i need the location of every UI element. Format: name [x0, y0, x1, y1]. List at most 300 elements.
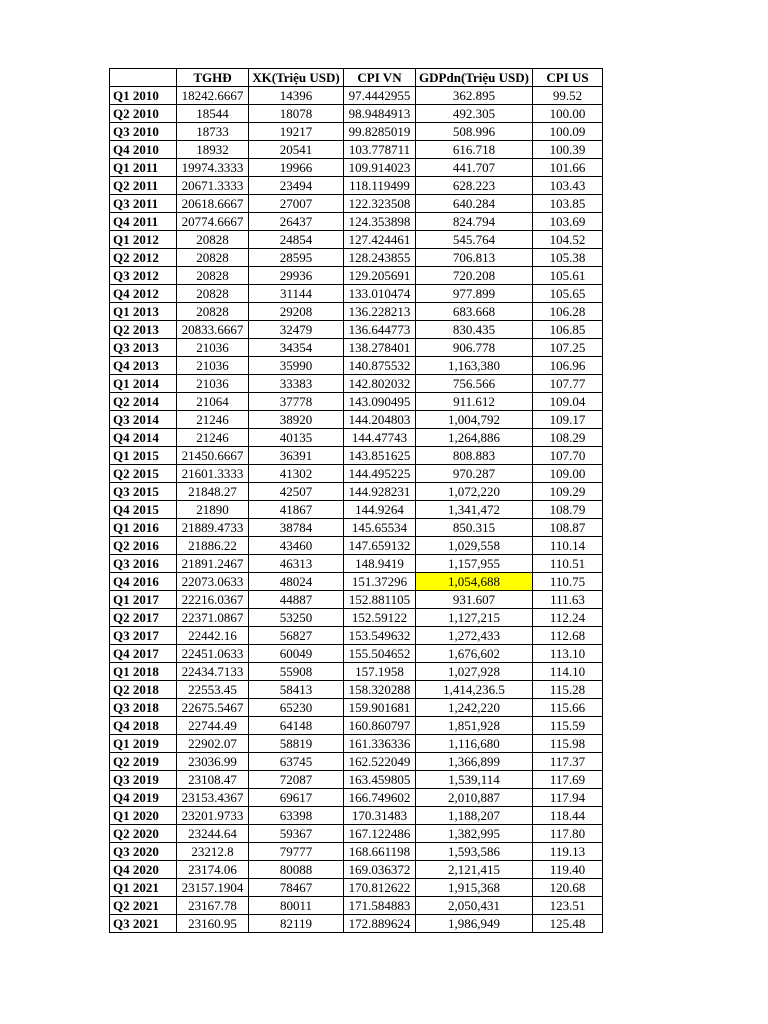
- header-cell-cpi-vn[interactable]: CPI VN: [344, 69, 416, 87]
- cell-xk[interactable]: 64148: [249, 717, 344, 735]
- cell-period[interactable]: Q2 2014: [110, 393, 177, 411]
- cell-cpi-vn[interactable]: 170.31483: [344, 807, 416, 825]
- cell-gdpdn[interactable]: 1,116,680: [416, 735, 533, 753]
- cell-period[interactable]: Q3 2011: [110, 195, 177, 213]
- cell-tghd[interactable]: 23036.99: [177, 753, 249, 771]
- cell-cpi-us[interactable]: 108.29: [533, 429, 603, 447]
- cell-gdpdn[interactable]: 1,188,207: [416, 807, 533, 825]
- cell-cpi-us[interactable]: 104.52: [533, 231, 603, 249]
- cell-xk[interactable]: 37778: [249, 393, 344, 411]
- cell-period[interactable]: Q3 2017: [110, 627, 177, 645]
- cell-xk[interactable]: 59367: [249, 825, 344, 843]
- cell-tghd[interactable]: 21064: [177, 393, 249, 411]
- cell-xk[interactable]: 65230: [249, 699, 344, 717]
- cell-xk[interactable]: 18078: [249, 105, 344, 123]
- cell-period[interactable]: Q1 2014: [110, 375, 177, 393]
- cell-xk[interactable]: 29936: [249, 267, 344, 285]
- cell-xk[interactable]: 35990: [249, 357, 344, 375]
- cell-cpi-vn[interactable]: 167.122486: [344, 825, 416, 843]
- cell-cpi-vn[interactable]: 145.65534: [344, 519, 416, 537]
- header-row: [110, 69, 603, 87]
- cell-cpi-us[interactable]: 103.43: [533, 177, 603, 195]
- cell-cpi-vn[interactable]: 163.459805: [344, 771, 416, 789]
- cell-gdpdn[interactable]: 1,593,586: [416, 843, 533, 861]
- header-cell-xk[interactable]: XK(Triệu USD): [249, 69, 344, 87]
- cell-cpi-vn[interactable]: 148.9419: [344, 555, 416, 573]
- cell-period[interactable]: Q3 2013: [110, 339, 177, 357]
- cell-cpi-us[interactable]: 111.63: [533, 591, 603, 609]
- cell-cpi-us[interactable]: 106.85: [533, 321, 603, 339]
- table-row: [110, 105, 603, 123]
- cell-cpi-us[interactable]: 110.14: [533, 537, 603, 555]
- cell-gdpdn[interactable]: 441.707: [416, 159, 533, 177]
- cell-cpi-vn[interactable]: 109.914023: [344, 159, 416, 177]
- cell-period[interactable]: Q2 2013: [110, 321, 177, 339]
- cell-cpi-us[interactable]: 101.66: [533, 159, 603, 177]
- cell-gdpdn[interactable]: 970.287: [416, 465, 533, 483]
- cell-xk[interactable]: 80011: [249, 897, 344, 915]
- cell-period[interactable]: Q3 2016: [110, 555, 177, 573]
- cell-xk[interactable]: 34354: [249, 339, 344, 357]
- cell-tghd[interactable]: 23201.9733: [177, 807, 249, 825]
- cell-period[interactable]: Q2 2010: [110, 105, 177, 123]
- cell-cpi-us[interactable]: 112.68: [533, 627, 603, 645]
- cell-tghd[interactable]: 21891.2467: [177, 555, 249, 573]
- cell-xk[interactable]: 20541: [249, 141, 344, 159]
- cell-tghd[interactable]: 20828: [177, 249, 249, 267]
- cell-xk[interactable]: 53250: [249, 609, 344, 627]
- cell-cpi-us[interactable]: 114.10: [533, 663, 603, 681]
- cell-cpi-us[interactable]: 106.28: [533, 303, 603, 321]
- table-row: [110, 609, 603, 627]
- cell-cpi-us[interactable]: 109.04: [533, 393, 603, 411]
- cell-cpi-us[interactable]: 118.44: [533, 807, 603, 825]
- cell-cpi-vn[interactable]: 143.090495: [344, 393, 416, 411]
- cell-gdpdn[interactable]: 492.305: [416, 105, 533, 123]
- cell-tghd[interactable]: 23244.64: [177, 825, 249, 843]
- cell-xk[interactable]: 72087: [249, 771, 344, 789]
- cell-cpi-vn[interactable]: 169.036372: [344, 861, 416, 879]
- cell-cpi-vn[interactable]: 161.336336: [344, 735, 416, 753]
- cell-cpi-us[interactable]: 115.28: [533, 681, 603, 699]
- cell-cpi-us[interactable]: 105.38: [533, 249, 603, 267]
- cell-gdpdn[interactable]: 1,851,928: [416, 717, 533, 735]
- cell-gdpdn[interactable]: 1,029,558: [416, 537, 533, 555]
- cell-cpi-vn[interactable]: 138.278401: [344, 339, 416, 357]
- table-row: [110, 879, 603, 897]
- cell-period[interactable]: Q4 2010: [110, 141, 177, 159]
- cell-tghd[interactable]: 18544: [177, 105, 249, 123]
- cell-xk[interactable]: 43460: [249, 537, 344, 555]
- cell-gdpdn[interactable]: 1,127,215: [416, 609, 533, 627]
- cell-xk[interactable]: 58413: [249, 681, 344, 699]
- cell-tghd[interactable]: 20828: [177, 303, 249, 321]
- cell-cpi-vn[interactable]: 98.9484913: [344, 105, 416, 123]
- table-row: [110, 195, 603, 213]
- cell-gdpdn[interactable]: 1,414,236.5: [416, 681, 533, 699]
- cell-cpi-us[interactable]: 109.17: [533, 411, 603, 429]
- cell-cpi-vn[interactable]: 170.812622: [344, 879, 416, 897]
- cell-xk[interactable]: 19966: [249, 159, 344, 177]
- table-row: [110, 177, 603, 195]
- cell-period[interactable]: Q4 2019: [110, 789, 177, 807]
- cell-cpi-vn[interactable]: 159.901681: [344, 699, 416, 717]
- cell-xk[interactable]: 40135: [249, 429, 344, 447]
- cell-cpi-vn[interactable]: 144.47743: [344, 429, 416, 447]
- cell-gdpdn[interactable]: 706.813: [416, 249, 533, 267]
- cell-xk[interactable]: 60049: [249, 645, 344, 663]
- cell-xk[interactable]: 79777: [249, 843, 344, 861]
- cell-period[interactable]: Q1 2015: [110, 447, 177, 465]
- cell-gdpdn[interactable]: 1,272,433: [416, 627, 533, 645]
- cell-cpi-us[interactable]: 103.85: [533, 195, 603, 213]
- cell-period[interactable]: Q3 2012: [110, 267, 177, 285]
- cell-tghd[interactable]: 23108.47: [177, 771, 249, 789]
- cell-xk[interactable]: 69617: [249, 789, 344, 807]
- cell-gdpdn[interactable]: 508.996: [416, 123, 533, 141]
- cell-tghd[interactable]: 22675.5467: [177, 699, 249, 717]
- cell-cpi-vn[interactable]: 143.851625: [344, 447, 416, 465]
- cell-cpi-us[interactable]: 123.51: [533, 897, 603, 915]
- cell-gdpdn[interactable]: 362.895: [416, 87, 533, 105]
- cell-tghd[interactable]: 21450.6667: [177, 447, 249, 465]
- cell-cpi-us[interactable]: 110.75: [533, 573, 603, 591]
- cell-tghd[interactable]: 22371.0867: [177, 609, 249, 627]
- cell-period[interactable]: Q1 2020: [110, 807, 177, 825]
- cell-gdpdn[interactable]: 1,004,792: [416, 411, 533, 429]
- cell-cpi-us[interactable]: 107.25: [533, 339, 603, 357]
- cell-xk[interactable]: 33383: [249, 375, 344, 393]
- cell-gdpdn[interactable]: 720.208: [416, 267, 533, 285]
- cell-tghd[interactable]: 21889.4733: [177, 519, 249, 537]
- cell-gdpdn[interactable]: 1,676,602: [416, 645, 533, 663]
- cell-xk[interactable]: 36391: [249, 447, 344, 465]
- cell-gdpdn[interactable]: 1,366,899: [416, 753, 533, 771]
- cell-cpi-vn[interactable]: 122.323508: [344, 195, 416, 213]
- cell-tghd[interactable]: 21246: [177, 429, 249, 447]
- cell-gdpdn[interactable]: 545.764: [416, 231, 533, 249]
- cell-period[interactable]: Q1 2013: [110, 303, 177, 321]
- cell-cpi-us[interactable]: 109.00: [533, 465, 603, 483]
- cell-period[interactable]: Q1 2021: [110, 879, 177, 897]
- cell-xk[interactable]: 42507: [249, 483, 344, 501]
- cell-tghd[interactable]: 23153.4367: [177, 789, 249, 807]
- cell-period[interactable]: Q1 2010: [110, 87, 177, 105]
- table-row: [110, 573, 603, 591]
- cell-cpi-us[interactable]: 100.00: [533, 105, 603, 123]
- cell-xk[interactable]: 56827: [249, 627, 344, 645]
- cell-xk[interactable]: 41867: [249, 501, 344, 519]
- cell-tghd[interactable]: 18242.6667: [177, 87, 249, 105]
- cell-gdpdn[interactable]: 1,242,220: [416, 699, 533, 717]
- cell-cpi-us[interactable]: 105.61: [533, 267, 603, 285]
- cell-period[interactable]: Q3 2015: [110, 483, 177, 501]
- cell-period[interactable]: Q4 2014: [110, 429, 177, 447]
- cell-xk[interactable]: 28595: [249, 249, 344, 267]
- cell-period[interactable]: Q4 2018: [110, 717, 177, 735]
- cell-gdpdn[interactable]: 1,157,955: [416, 555, 533, 573]
- cell-gdpdn[interactable]: 1,539,114: [416, 771, 533, 789]
- cell-period[interactable]: Q4 2017: [110, 645, 177, 663]
- cell-tghd[interactable]: 20828: [177, 231, 249, 249]
- cell-cpi-vn[interactable]: 162.522049: [344, 753, 416, 771]
- cell-tghd[interactable]: 18932: [177, 141, 249, 159]
- cell-period[interactable]: Q4 2020: [110, 861, 177, 879]
- cell-xk[interactable]: 38920: [249, 411, 344, 429]
- cell-gdpdn[interactable]: 2,121,415: [416, 861, 533, 879]
- cell-tghd[interactable]: 22451.0633: [177, 645, 249, 663]
- cell-period[interactable]: Q1 2019: [110, 735, 177, 753]
- cell-tghd[interactable]: 22073.0633: [177, 573, 249, 591]
- cell-xk[interactable]: 63745: [249, 753, 344, 771]
- cell-gdpdn[interactable]: 850.315: [416, 519, 533, 537]
- cell-cpi-us[interactable]: 108.79: [533, 501, 603, 519]
- cell-cpi-us[interactable]: 107.70: [533, 447, 603, 465]
- cell-cpi-vn[interactable]: 168.661198: [344, 843, 416, 861]
- cell-cpi-vn[interactable]: 136.644773: [344, 321, 416, 339]
- cell-cpi-us[interactable]: 99.52: [533, 87, 603, 105]
- cell-period[interactable]: Q2 2020: [110, 825, 177, 843]
- cell-xk[interactable]: 55908: [249, 663, 344, 681]
- cell-tghd[interactable]: 21036: [177, 357, 249, 375]
- cell-cpi-vn[interactable]: 133.010474: [344, 285, 416, 303]
- cell-gdpdn[interactable]: 911.612: [416, 393, 533, 411]
- table-row: [110, 717, 603, 735]
- cell-period[interactable]: Q3 2021: [110, 915, 177, 933]
- cell-cpi-us[interactable]: 100.09: [533, 123, 603, 141]
- cell-period[interactable]: Q2 2016: [110, 537, 177, 555]
- cell-tghd[interactable]: 21036: [177, 339, 249, 357]
- cell-tghd[interactable]: 21848.27: [177, 483, 249, 501]
- cell-gdpdn[interactable]: 931.607: [416, 591, 533, 609]
- cell-period[interactable]: Q2 2015: [110, 465, 177, 483]
- cell-period[interactable]: Q2 2017: [110, 609, 177, 627]
- cell-tghd[interactable]: 20671.3333: [177, 177, 249, 195]
- cell-cpi-vn[interactable]: 142.802032: [344, 375, 416, 393]
- cell-tghd[interactable]: 22434.7133: [177, 663, 249, 681]
- cell-cpi-vn[interactable]: 144.928231: [344, 483, 416, 501]
- cell-xk[interactable]: 58819: [249, 735, 344, 753]
- cell-xk[interactable]: 38784: [249, 519, 344, 537]
- cell-gdpdn[interactable]: 1,054,688: [416, 573, 533, 591]
- cell-xk[interactable]: 44887: [249, 591, 344, 609]
- cell-period[interactable]: Q2 2019: [110, 753, 177, 771]
- cell-tghd[interactable]: 23160.95: [177, 915, 249, 933]
- cell-gdpdn[interactable]: 1,382,995: [416, 825, 533, 843]
- cell-cpi-vn[interactable]: 124.353898: [344, 213, 416, 231]
- cell-cpi-us[interactable]: 115.59: [533, 717, 603, 735]
- cell-gdpdn[interactable]: 977.899: [416, 285, 533, 303]
- cell-gdpdn[interactable]: 2,050,431: [416, 897, 533, 915]
- cell-cpi-vn[interactable]: 153.549632: [344, 627, 416, 645]
- cell-xk[interactable]: 32479: [249, 321, 344, 339]
- cell-tghd[interactable]: 20833.6667: [177, 321, 249, 339]
- cell-gdpdn[interactable]: 640.284: [416, 195, 533, 213]
- cell-cpi-us[interactable]: 119.13: [533, 843, 603, 861]
- cell-period[interactable]: Q3 2018: [110, 699, 177, 717]
- cell-period[interactable]: Q3 2019: [110, 771, 177, 789]
- cell-gdpdn[interactable]: 808.883: [416, 447, 533, 465]
- cell-period[interactable]: Q1 2017: [110, 591, 177, 609]
- cell-tghd[interactable]: 19974.3333: [177, 159, 249, 177]
- cell-cpi-vn[interactable]: 160.860797: [344, 717, 416, 735]
- cell-tghd[interactable]: 22744.49: [177, 717, 249, 735]
- cell-cpi-us[interactable]: 103.69: [533, 213, 603, 231]
- cell-tghd[interactable]: 23157.1904: [177, 879, 249, 897]
- cell-cpi-vn[interactable]: 128.243855: [344, 249, 416, 267]
- cell-cpi-vn[interactable]: 97.4442955: [344, 87, 416, 105]
- cell-cpi-us[interactable]: 100.39: [533, 141, 603, 159]
- cell-gdpdn[interactable]: 628.223: [416, 177, 533, 195]
- cell-tghd[interactable]: 21036: [177, 375, 249, 393]
- cell-cpi-vn[interactable]: 99.8285019: [344, 123, 416, 141]
- cell-xk[interactable]: 14396: [249, 87, 344, 105]
- cell-cpi-us[interactable]: 117.94: [533, 789, 603, 807]
- cell-cpi-us[interactable]: 120.68: [533, 879, 603, 897]
- cell-cpi-us[interactable]: 108.87: [533, 519, 603, 537]
- cell-gdpdn[interactable]: 683.668: [416, 303, 533, 321]
- header-cell-cpi-us[interactable]: CPI US: [533, 69, 603, 87]
- cell-tghd[interactable]: 23212.8: [177, 843, 249, 861]
- cell-cpi-vn[interactable]: 155.504652: [344, 645, 416, 663]
- cell-gdpdn[interactable]: 906.778: [416, 339, 533, 357]
- cell-period[interactable]: Q1 2012: [110, 231, 177, 249]
- cell-cpi-us[interactable]: 125.48: [533, 915, 603, 933]
- cell-cpi-us[interactable]: 119.40: [533, 861, 603, 879]
- cell-xk[interactable]: 23494: [249, 177, 344, 195]
- cell-gdpdn[interactable]: 1,341,472: [416, 501, 533, 519]
- cell-xk[interactable]: 46313: [249, 555, 344, 573]
- cell-period[interactable]: Q3 2014: [110, 411, 177, 429]
- cell-tghd[interactable]: 21890: [177, 501, 249, 519]
- cell-cpi-vn[interactable]: 152.881105: [344, 591, 416, 609]
- data-table: [109, 68, 603, 933]
- cell-cpi-us[interactable]: 112.24: [533, 609, 603, 627]
- cell-period[interactable]: Q3 2010: [110, 123, 177, 141]
- cell-tghd[interactable]: 20828: [177, 267, 249, 285]
- cell-xk[interactable]: 31144: [249, 285, 344, 303]
- cell-xk[interactable]: 29208: [249, 303, 344, 321]
- cell-tghd[interactable]: 21246: [177, 411, 249, 429]
- cell-period[interactable]: Q4 2011: [110, 213, 177, 231]
- cell-period[interactable]: Q2 2018: [110, 681, 177, 699]
- table-row: [110, 465, 603, 483]
- cell-period[interactable]: Q3 2020: [110, 843, 177, 861]
- cell-gdpdn[interactable]: 1,027,928: [416, 663, 533, 681]
- cell-period[interactable]: Q4 2015: [110, 501, 177, 519]
- cell-cpi-vn[interactable]: 118.119499: [344, 177, 416, 195]
- header-cell-gdpdn[interactable]: GDPdn(Triệu USD): [416, 69, 533, 87]
- cell-period[interactable]: Q4 2012: [110, 285, 177, 303]
- header-cell-tghd[interactable]: TGHĐ: [177, 69, 249, 87]
- cell-xk[interactable]: 27007: [249, 195, 344, 213]
- cell-cpi-vn[interactable]: 129.205691: [344, 267, 416, 285]
- cell-tghd[interactable]: 22902.07: [177, 735, 249, 753]
- cell-tghd[interactable]: 20774.6667: [177, 213, 249, 231]
- cell-cpi-us[interactable]: 115.66: [533, 699, 603, 717]
- cell-cpi-vn[interactable]: 127.424461: [344, 231, 416, 249]
- cell-period[interactable]: Q2 2012: [110, 249, 177, 267]
- cell-cpi-vn[interactable]: 144.204803: [344, 411, 416, 429]
- cell-cpi-us[interactable]: 105.65: [533, 285, 603, 303]
- cell-period[interactable]: Q1 2016: [110, 519, 177, 537]
- cell-period[interactable]: Q1 2011: [110, 159, 177, 177]
- cell-cpi-us[interactable]: 109.29: [533, 483, 603, 501]
- cell-cpi-us[interactable]: 106.96: [533, 357, 603, 375]
- cell-cpi-vn[interactable]: 147.659132: [344, 537, 416, 555]
- cell-cpi-us[interactable]: 110.51: [533, 555, 603, 573]
- cell-tghd[interactable]: 22553.45: [177, 681, 249, 699]
- cell-cpi-vn[interactable]: 172.889624: [344, 915, 416, 933]
- cell-gdpdn[interactable]: 756.566: [416, 375, 533, 393]
- cell-cpi-vn[interactable]: 171.584883: [344, 897, 416, 915]
- cell-gdpdn[interactable]: 824.794: [416, 213, 533, 231]
- cell-tghd[interactable]: 23174.06: [177, 861, 249, 879]
- cell-gdpdn[interactable]: 1,986,949: [416, 915, 533, 933]
- cell-period[interactable]: Q2 2011: [110, 177, 177, 195]
- cell-tghd[interactable]: 20618.6667: [177, 195, 249, 213]
- cell-tghd[interactable]: 20828: [177, 285, 249, 303]
- cell-gdpdn[interactable]: 1,163,380: [416, 357, 533, 375]
- cell-period[interactable]: Q4 2016: [110, 573, 177, 591]
- cell-xk[interactable]: 78467: [249, 879, 344, 897]
- cell-cpi-vn[interactable]: 144.495225: [344, 465, 416, 483]
- cell-tghd[interactable]: 21886.22: [177, 537, 249, 555]
- cell-cpi-vn[interactable]: 151.37296: [344, 573, 416, 591]
- cell-cpi-us[interactable]: 113.10: [533, 645, 603, 663]
- table-row: [110, 303, 603, 321]
- cell-cpi-us[interactable]: 117.37: [533, 753, 603, 771]
- cell-period[interactable]: Q4 2013: [110, 357, 177, 375]
- cell-cpi-vn[interactable]: 136.228213: [344, 303, 416, 321]
- cell-cpi-vn[interactable]: 166.749602: [344, 789, 416, 807]
- cell-tghd[interactable]: 18733: [177, 123, 249, 141]
- cell-tghd[interactable]: 23167.78: [177, 897, 249, 915]
- cell-gdpdn[interactable]: 2,010,887: [416, 789, 533, 807]
- cell-cpi-vn[interactable]: 103.778711: [344, 141, 416, 159]
- cell-xk[interactable]: 24854: [249, 231, 344, 249]
- cell-cpi-us[interactable]: 117.80: [533, 825, 603, 843]
- cell-period[interactable]: Q1 2018: [110, 663, 177, 681]
- cell-cpi-vn[interactable]: 158.320288: [344, 681, 416, 699]
- cell-cpi-vn[interactable]: 157.1958: [344, 663, 416, 681]
- cell-cpi-vn[interactable]: 144.9264: [344, 501, 416, 519]
- cell-cpi-us[interactable]: 115.98: [533, 735, 603, 753]
- cell-xk[interactable]: 41302: [249, 465, 344, 483]
- cell-gdpdn[interactable]: 830.435: [416, 321, 533, 339]
- cell-gdpdn[interactable]: 1,072,220: [416, 483, 533, 501]
- cell-period[interactable]: Q2 2021: [110, 897, 177, 915]
- cell-xk[interactable]: 82119: [249, 915, 344, 933]
- cell-xk[interactable]: 19217: [249, 123, 344, 141]
- cell-cpi-vn[interactable]: 152.59122: [344, 609, 416, 627]
- cell-xk[interactable]: 48024: [249, 573, 344, 591]
- cell-gdpdn[interactable]: 1,915,368: [416, 879, 533, 897]
- cell-tghd[interactable]: 21601.3333: [177, 465, 249, 483]
- header-cell-period[interactable]: [110, 69, 177, 87]
- cell-gdpdn[interactable]: 1,264,886: [416, 429, 533, 447]
- cell-cpi-vn[interactable]: 140.875532: [344, 357, 416, 375]
- cell-cpi-us[interactable]: 117.69: [533, 771, 603, 789]
- cell-xk[interactable]: 26437: [249, 213, 344, 231]
- cell-tghd[interactable]: 22442.16: [177, 627, 249, 645]
- table-row: [110, 519, 603, 537]
- cell-cpi-us[interactable]: 107.77: [533, 375, 603, 393]
- cell-xk[interactable]: 80088: [249, 861, 344, 879]
- cell-tghd[interactable]: 22216.0367: [177, 591, 249, 609]
- cell-xk[interactable]: 63398: [249, 807, 344, 825]
- cell-gdpdn[interactable]: 616.718: [416, 141, 533, 159]
